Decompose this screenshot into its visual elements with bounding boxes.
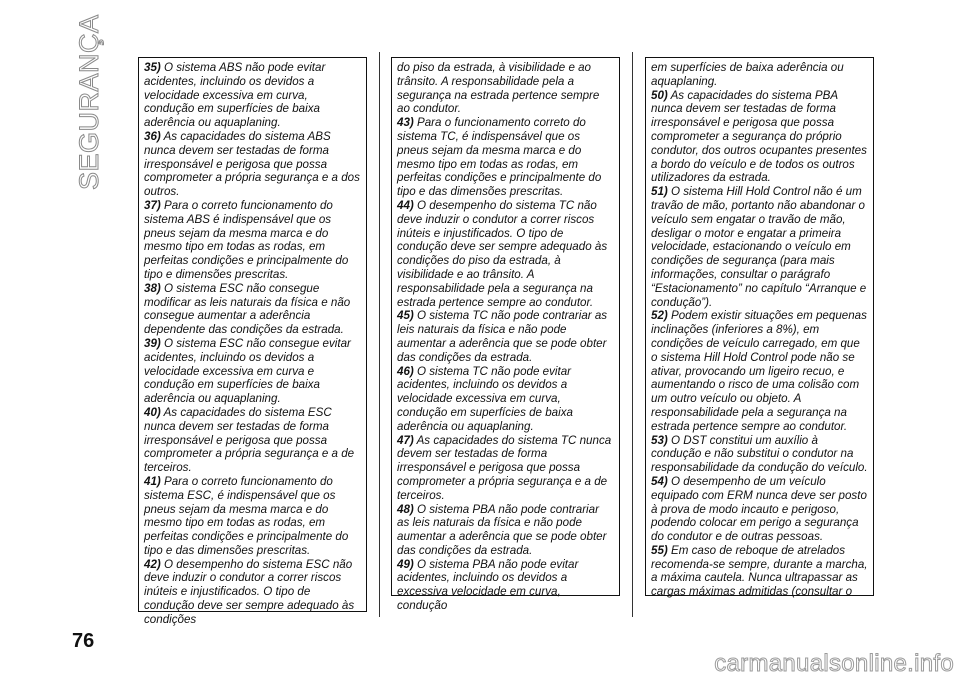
note-text: O sistema ABS não pode evitar acidentes, incluindo os devidos a velocidade excessiva em curva, condução em superfícies de baixa aderência ou aquaplaning. [144,61,326,130]
note-number: 47) [397,433,414,447]
note-50 [651,89,868,186]
note-49-continued [651,61,868,89]
note-number: 49) [397,557,414,571]
note-37 [144,199,361,282]
note-number: 54) [651,474,668,488]
note-text: Em caso de reboque de atrelados recomenda-se sempre, durante a marcha, a máxima cautela. Nunca ultrapassar as cargas máximas admitidas (consultar o [651,543,868,599]
note-number: 41) [144,474,161,488]
note-47 [397,434,614,503]
note-number: 53) [651,433,668,447]
note-text: O sistema PBA não pode contrariar as leis naturais da física e não pode aumentar a aderência que se pode obter das condições da estrada. [397,502,607,557]
note-45 [397,309,614,364]
note-text: O sistema ESC não consegue modificar as leis naturais da física e não consegue aumentar a aderência dependente das condições da estrada. [144,281,351,337]
note-text: Podem existir situações em pequenas inclinações (inferiores a 8%), em condições de veículo carregado, em que o sistema Hill Hold Control pode não se ativar, provocando um ligeiro recuo, e aumentando o risco de uma colisão com um outro veículo ou objeto. A responsabilidade pela a segurança na estrada pertence sempre ao condutor. [651,309,867,433]
section-title: SEGURANÇA [74,14,104,190]
note-53 [651,434,868,475]
note-text: O desempenho do sistema TC não deve induzir o condutor a correr riscos inúteis e injustificados. O tipo de condução deve ser sempre adequado às condições do piso da estrada, à visibilidade e ao trânsito. A responsabilidade pela a segurança na estrada pertence sempre ao condutor. [397,198,608,309]
note-51 [651,185,868,309]
note-44 [397,199,614,309]
note-55 [651,544,868,599]
note-number: 48) [397,502,414,516]
note-40 [144,406,361,475]
notes-column-2 [391,57,620,613]
note-54 [651,475,868,544]
note-number: 40) [144,405,161,419]
page-number: 76 [72,630,95,652]
note-43 [397,116,614,199]
note-39 [144,337,361,406]
note-52 [651,309,868,433]
note-48 [397,503,614,558]
note-42-continued [397,61,614,116]
note-number: 43) [397,116,414,130]
note-text: O DST constitui um auxílio à condução e não substitui o condutor na responsabilidade da condução do veículo. [651,433,868,475]
note-number: 44) [397,198,414,212]
note-number: 45) [397,309,414,323]
note-text: Para o correto funcionamento do sistema ESC, é indispensável que os pneus sejam da mesma marca e do mesmo tipo em todas as rodas, em perfeitas condições e principalmente do tipo e das dimensões prescritas. [144,474,349,557]
notes-column-3 [645,57,874,599]
column-divider [379,52,380,617]
note-text: O sistema TC não pode evitar acidentes, incluindo os devidos a velocidade excessiva em curva, condução em superfícies de baixa aderência ou aquaplaning. [397,364,573,433]
note-36 [144,130,361,199]
note-number: 38) [144,281,161,295]
note-number: 46) [397,364,414,378]
note-number: 42) [144,557,161,571]
note-text: O sistema TC não pode contrariar as leis naturais da física e não pode aumentar a aderência que se pode obter das condições da estrada. [397,309,608,364]
note-number: 37) [144,198,161,212]
notes-column-1 [138,57,367,626]
note-number: 39) [144,336,161,350]
note-number: 35) [144,61,161,74]
note-text: em superfícies de baixa aderência ou aquaplaning. [651,61,844,88]
note-number: 51) [651,185,668,199]
note-text: As capacidades do sistema ESC nunca devem ser testadas de forma irresponsável e perigosa que possa comprometer a própria segurança e a de terceiros. [144,405,355,475]
note-text: As capacidades do sistema PBA nunca devem ser testadas de forma irresponsável e perigosa que possa comprometer a segurança do próprio condutor, dos outros ocupantes presentes a bordo do veículo e de todos os outros utilizadores da estrada. [651,88,867,185]
note-text: Para o correto funcionamento do sistema ABS é indispensável que os pneus sejam da mesma marca e do mesmo tipo em todas as rodas, em perfeitas condições e principalmente do tipo e dimensões prescritas. [144,198,349,281]
column-divider [632,52,633,617]
note-text: As capacidades do sistema TC nunca devem ser testadas de forma irresponsável e perigosa que possa comprometer a própria segurança e a de terceiros. [397,433,612,502]
note-number: 52) [651,309,668,323]
section-title-vertical [70,14,120,200]
note-text: do piso da estrada, à visibilidade e ao trânsito. A responsabilidade pela a segurança na estrada pertence sempre ao condutor. [397,61,600,116]
watermark: carmanualsonline.info [714,650,954,677]
note-35 [144,61,361,130]
note-text: O desempenho de um veículo equipado com ERM nunca deve ser posto à prova de modo incauto e perigoso, podendo colocar em perigo a segurança do condutor e de outras pessoas. [651,474,867,544]
note-number: 50) [651,88,668,102]
note-49 [397,558,614,613]
note-text: O desempenho do sistema ESC não deve induzir o condutor a correr riscos inúteis e injustificados. O tipo de condução deve ser sempre adequado às condições [144,557,355,626]
note-41 [144,475,361,558]
note-text: O sistema ESC não consegue evitar acidentes, incluindo os devidos a velocidade excessiva em curva e condução em superfícies de baixa aderência ou aquaplaning. [144,336,351,406]
note-text: O sistema PBA não pode evitar acidentes, incluindo os devidos a excessiva velocidade em curva, condução [397,557,579,613]
note-46 [397,365,614,434]
note-text: As capacidades do sistema ABS nunca devem ser testadas de forma irresponsável e perigosa que possa comprometer a própria segurança e a dos outros. [144,129,360,199]
note-number: 55) [651,543,668,557]
note-text: O sistema Hill Hold Control não é um travão de mão, portanto não abandonar o veículo sem engatar o travão de mão, desligar o motor e engatar a primeira velocidade, estacionando o veículo em condições de segurança (para mais informações, consultar o parágrafo “Estacionamento” no capítulo “Arranque e condução”). [651,185,867,309]
note-42 [144,558,361,627]
note-38 [144,282,361,337]
note-text: Para o funcionamento correto do sistema TC, é indispensável que os pneus sejam da mesma marca e do mesmo tipo em todas as rodas, em perfeitas condições e principalmente do tipo e das dimensões prescritas. [397,116,602,199]
note-number: 36) [144,129,161,143]
